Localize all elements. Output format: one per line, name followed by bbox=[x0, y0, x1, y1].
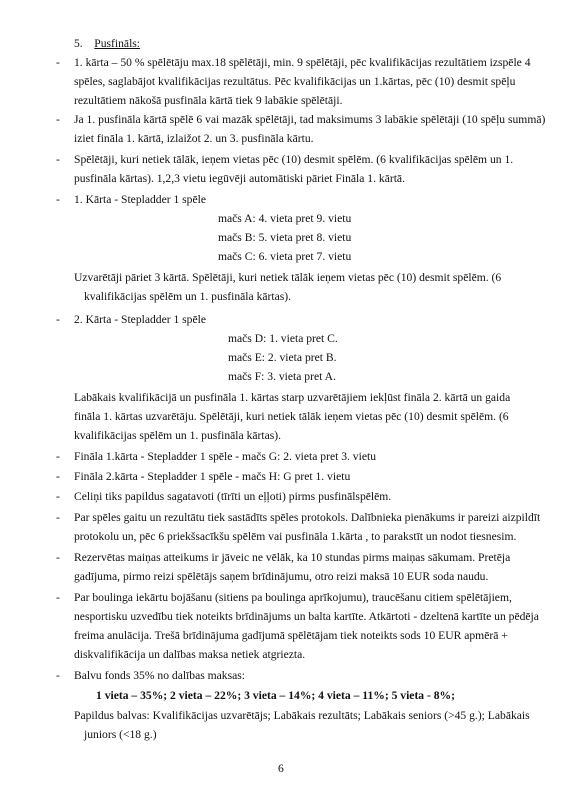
round2-note-line: kvalifikācijas spēlēm un 1. pusfināla kārtas). bbox=[74, 429, 282, 442]
extra-prizes-line: Papildus balvas: Kvalifikācijas uzvarētājs; Labākais rezultāts; Labākais seniors (>45 g.); Labākais bbox=[74, 709, 530, 722]
paragraph-line: spēles, saglabājot kvalifikācijas rezultātus. Pēc kvalifikācijas un 1.kārtas, pēc (10) desmit spēļu bbox=[74, 75, 516, 88]
paragraph-line: diskvalifikācija un dalības maksa netiek atgriezta. bbox=[74, 648, 306, 661]
bullet-dash: - bbox=[56, 450, 60, 463]
bullet-dash: - bbox=[56, 113, 60, 126]
bullet-dash: - bbox=[56, 591, 60, 604]
match-a: mačs A: 4. vieta pret 9. vietu bbox=[218, 212, 352, 225]
paragraph-line: freima anulācija. Trešā brīdinājuma gadījumā spēlētājam tiek noteikts sods 10 EUR apmērā + bbox=[74, 629, 508, 642]
paragraph-line: protokolu un, pēc 6 priekšsacīkšu spēlēm vai pusfināla 1.kārta , to parakstīt un nodot tiesnesim. bbox=[74, 530, 517, 543]
paragraph-line: gadījuma, pirmo reizi spēlētājs saņem brīdinājumu, otro reizi maksā 10 EUR soda naudu. bbox=[74, 570, 489, 583]
final-round1: Fināla 1.kārta - Stepladder 1 spēle - mačs G: 2. vieta pret 3. vietu bbox=[74, 450, 376, 463]
lanes-note: Celiņi tiks papildus sagatavoti (tīrīti un eļļoti) pirms pusfinālspēlēm. bbox=[74, 490, 392, 503]
round1-heading: 1. Kārta - Stepladder 1 spēle bbox=[74, 193, 206, 206]
section-heading bbox=[74, 34, 140, 53]
round2-note-line: fināla 1. kārtas uzvarētāju. Spēlētāji, kuri netiek tālāk ieņem vietas pēc (10) desmit spēlēm. (6 bbox=[74, 410, 509, 423]
paragraph-line: Spēlētāji, kuri netiek tālāk, ieņem vietas pēc (10) desmit spēlēm. (6 kvalifikācijas spēlēm un 1. bbox=[74, 153, 514, 166]
match-b: mačs B: 5. vieta pret 8. vietu bbox=[218, 231, 352, 244]
bullet-dash: - bbox=[56, 153, 60, 166]
round1-note-line: kvalifikācijas spēlēm un 1. pusfināla kārtas). bbox=[84, 290, 292, 303]
bullet-dash: - bbox=[56, 470, 60, 483]
paragraph-line: pusfināla kārtas). 1,2,3 vietu iegūvēji automātiski pāriet Fināla 1. kārtā. bbox=[74, 172, 405, 185]
round2-heading: 2. Kārta - Stepladder 1 spēle bbox=[74, 313, 206, 326]
prize-fund-label: Balvu fonds 35% no dalības maksas: bbox=[74, 669, 245, 682]
match-d: mačs D: 1. vieta pret C. bbox=[228, 332, 338, 345]
section-title: Pusfināls: bbox=[94, 37, 141, 50]
bullet-dash: - bbox=[56, 511, 60, 524]
section-number: 5. bbox=[74, 37, 83, 50]
bullet-dash: - bbox=[56, 56, 60, 69]
prize-distribution: 1 vieta – 35%; 2 vieta – 22%; 3 vieta – 14%; 4 vieta – 11%; 5 vieta - 8%; bbox=[96, 689, 456, 702]
bullet-dash: - bbox=[56, 193, 60, 206]
paragraph-line: Rezervētas maiņas atteikums ir jāveic ne vēlāk, ka 10 stundas pirms maiņas sākumam. Pretēja bbox=[74, 551, 511, 564]
paragraph-line: iziet fināla 1. kārtā, izlaižot 2. un 3. pusfināla kārtu. bbox=[74, 132, 314, 145]
paragraph-line: 1. kārta – 50 % spēlētāju max.18 spēlētāji, min. 9 spēlētāji, pēc kvalifikācijas rezultātiem izspēle 4 bbox=[74, 56, 531, 69]
paragraph-line: Par boulinga iekārtu bojāšanu (sitiens pa boulinga aprīkojumu), traucēšanu citiem spēlētājiem, bbox=[74, 591, 512, 604]
match-c: mačs C: 6. vieta pret 7. vietu bbox=[218, 250, 352, 263]
round1-note-line: Uzvarētāji pāriet 3 kārtā. Spēlētāji, kuri netiek tālāk ieņem vietas pēc (10) desmit spēlēm. (6 bbox=[74, 271, 502, 284]
bullet-dash: - bbox=[56, 551, 60, 564]
paragraph-line: Par spēles gaitu un rezultātu tiek sastādīts spēles protokols. Dalībnieka pienākums ir pareizi aizpildīt bbox=[74, 511, 541, 524]
bullet-dash: - bbox=[56, 490, 60, 503]
extra-prizes-line: juniors (<18 g.) bbox=[84, 728, 157, 741]
match-f: mačs F: 3. vieta pret A. bbox=[228, 370, 336, 383]
final-round2: Fināla 2.kārta - Stepladder 1 spēle - mačs H: G pret 1. vietu bbox=[74, 470, 351, 483]
paragraph-line: nesportisku uzvedību tiek noteikts brīdinājums un balta kartīte. Atkārtoti - dzeltenā kartīte un pēdēja bbox=[74, 610, 539, 623]
match-e: mačs E: 2. vieta pret B. bbox=[228, 351, 337, 364]
round2-note-line: Labākais kvalifikācijā un pusfināla 1. kārtas starp uzvarētājiem iekļūst fināla 2. kārtā un gaida bbox=[74, 391, 511, 404]
page-number: 6 bbox=[278, 762, 284, 775]
paragraph-line: Ja 1. pusfināla kārtā spēlē 6 vai mazāk spēlētāji, tad maksimums 3 labākie spēlētāji (10 spēļu summā) bbox=[74, 113, 546, 126]
paragraph-line: rezultātiem nākošā pusfināla kārtā tiek 9 labākie spēlētāji. bbox=[74, 94, 343, 107]
bullet-dash: - bbox=[56, 313, 60, 326]
bullet-dash: - bbox=[56, 669, 60, 682]
